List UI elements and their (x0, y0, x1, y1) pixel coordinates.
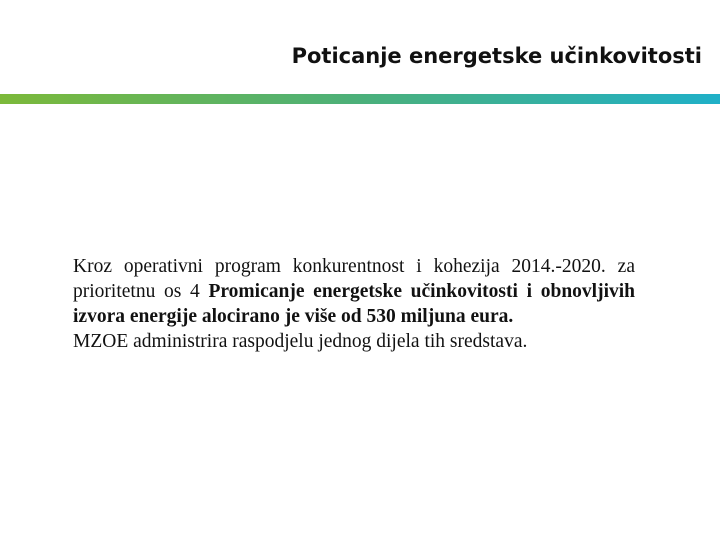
slide-body (73, 254, 635, 354)
paragraph-allocation-highlight: Promicanje energetske učinkovitosti i obnovljivih izvora energije alocirano je više od 530 miljuna eura. (73, 281, 635, 327)
paragraph-administration: MZOE administrira raspodjelu jednog dijela tih sredstava. (73, 331, 528, 352)
paragraph-allocation-intro: Kroz operativni program konkurentnost i kohezija 2014.-2020. za prioritetnu os 4 (73, 256, 635, 302)
slide-title: Poticanje energetske učinkovitosti (291, 44, 702, 68)
paragraph-allocation (73, 254, 635, 329)
accent-gradient-bar (0, 94, 720, 104)
